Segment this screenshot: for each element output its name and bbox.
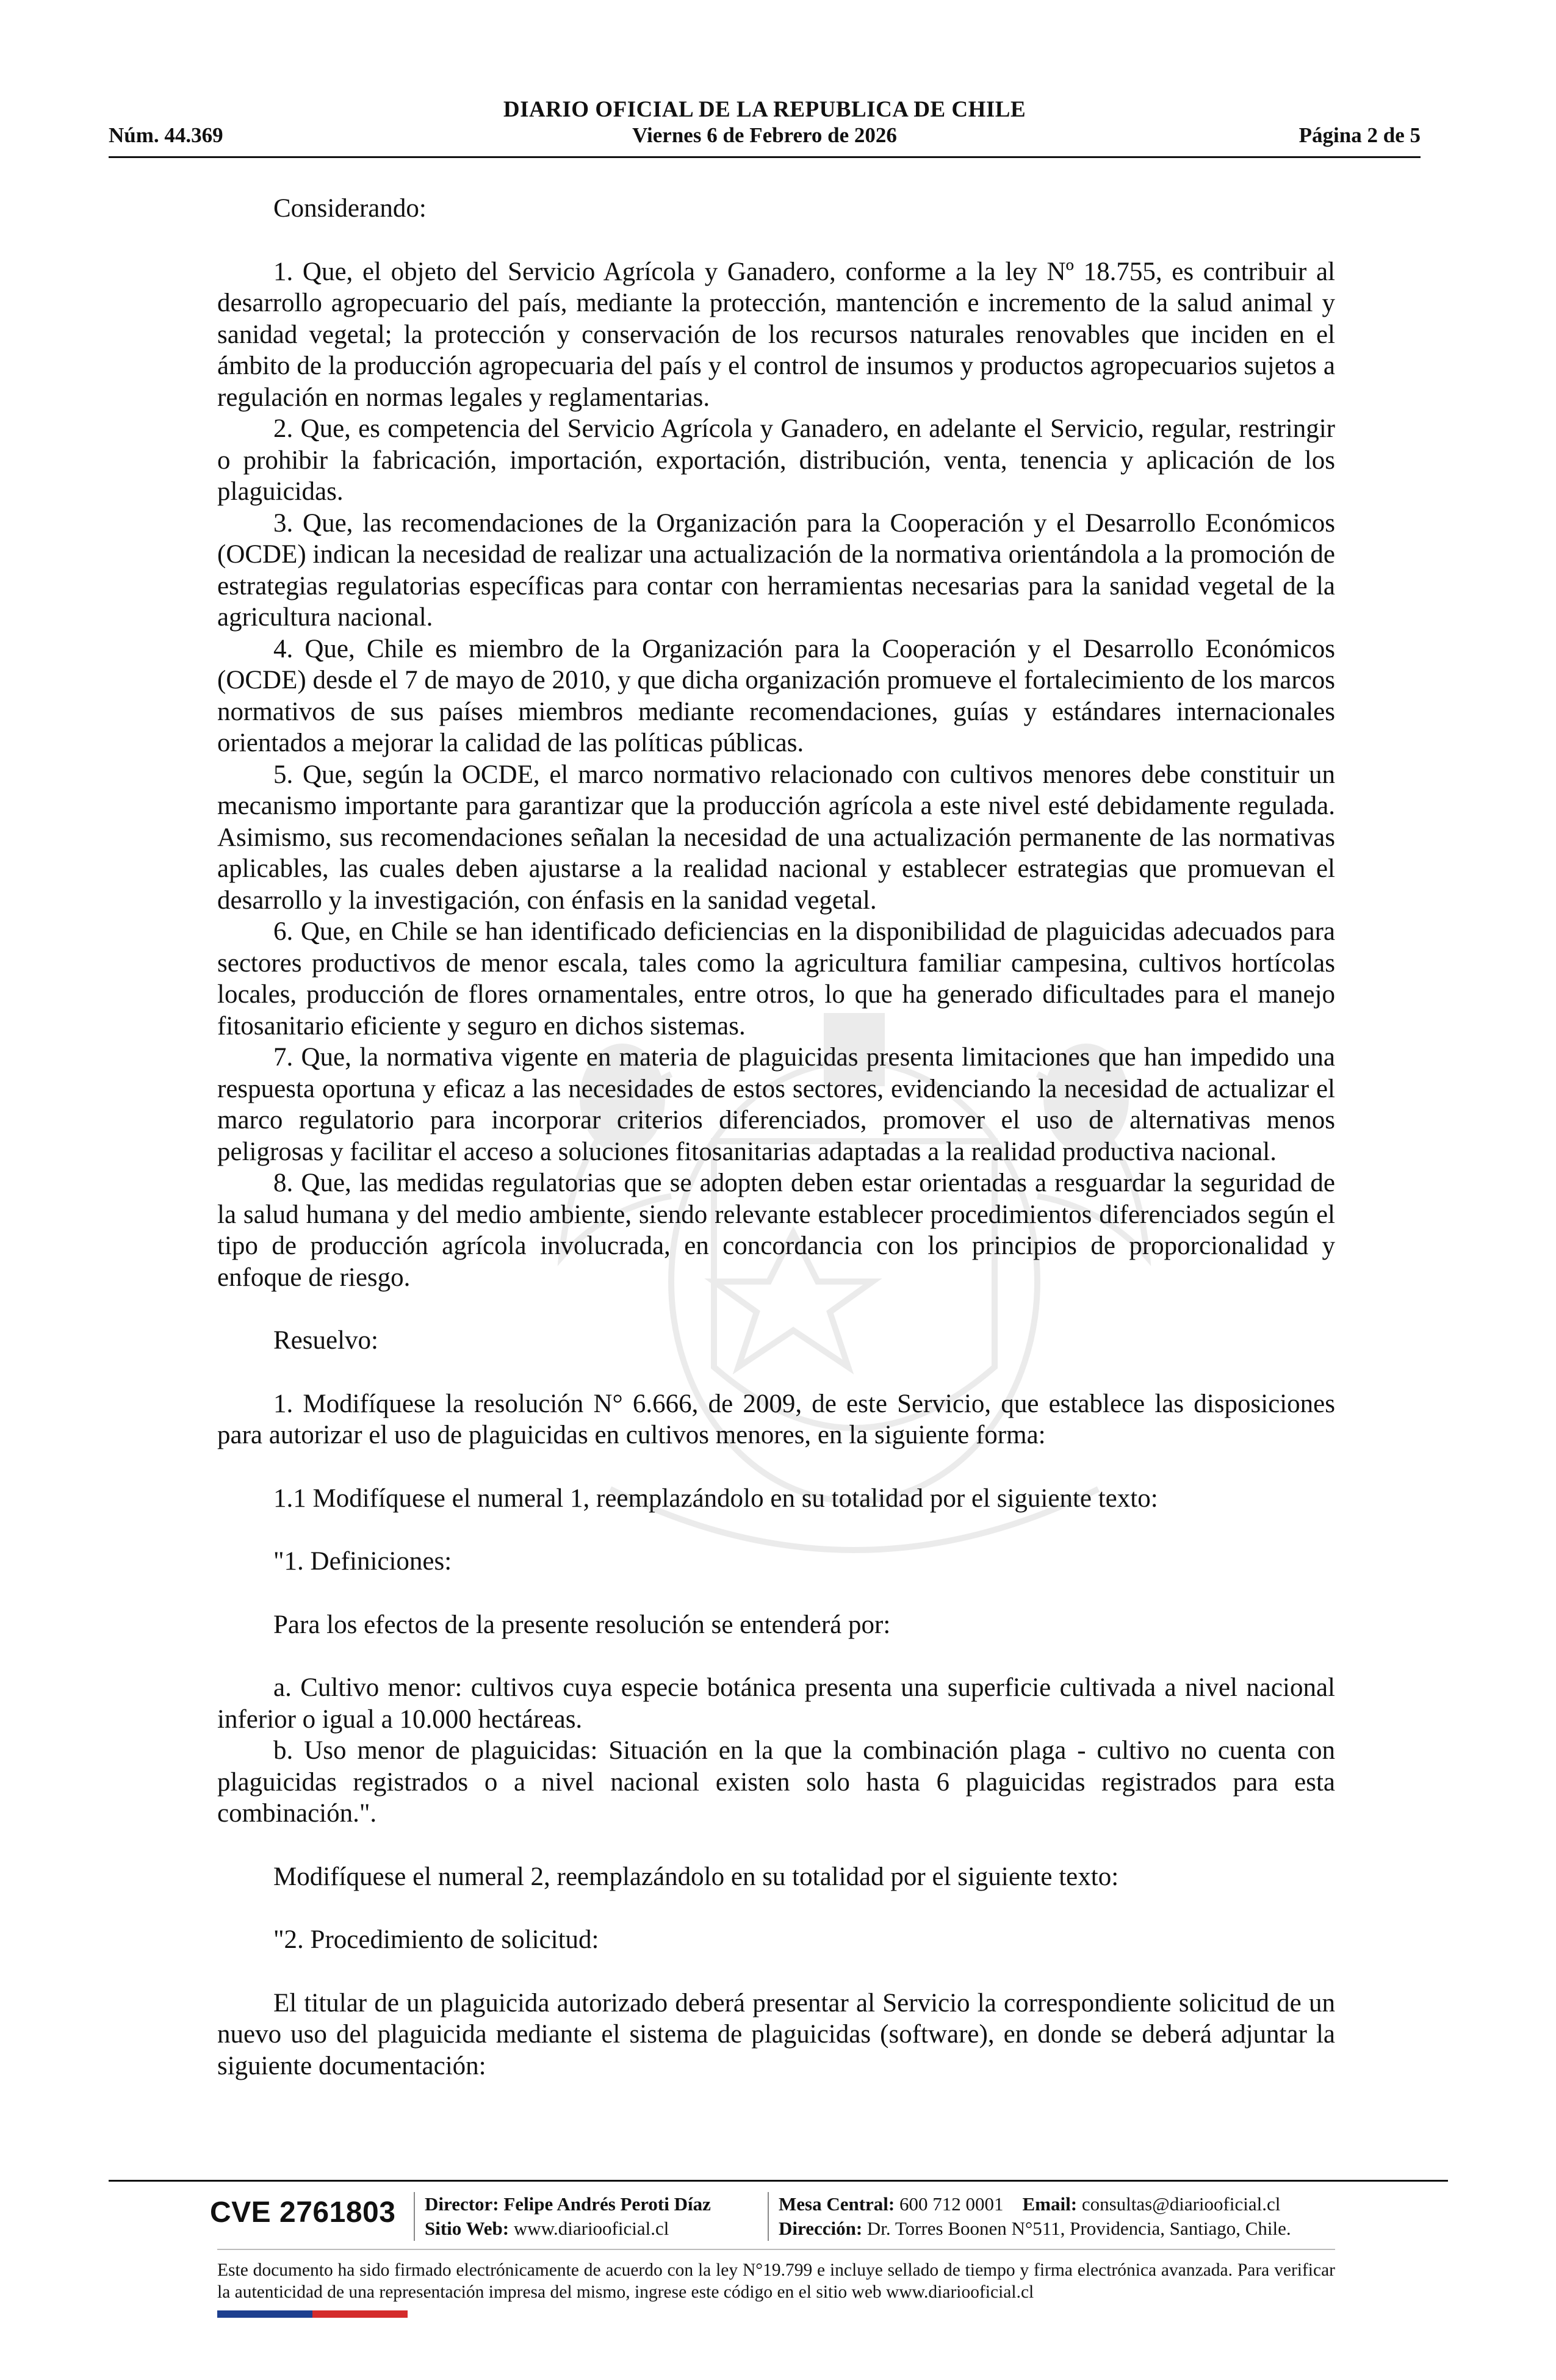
definitions-title: "1. Definiciones: (273, 1547, 452, 1576)
page-header (109, 96, 1421, 157)
issue-date: Viernes 6 de Febrero de 2026 (632, 123, 897, 147)
considerando-item-7: 7. Que, la normativa vigente en materia de plaguicidas presenta limitaciones que han impedido una respuesta oportuna y eficaz a las necesidades de estos sectores, evidenciando la necesidad de actualizar el marco regulatorio para incorporar criterios diferenciados, promover el uso de alternativas menos peligrosas y facilitar el acceso a soluciones fitosanitarias adaptadas a la realidad productiva nacional. (217, 1043, 1335, 1166)
director-label: Director: (425, 2193, 499, 2215)
newspaper-title: DIARIO OFICIAL DE LA REPUBLICA DE CHILE (503, 97, 1026, 122)
director-name: Felipe Andrés Peroti Díaz (503, 2193, 711, 2215)
page-number: Página 2 de 5 (1298, 123, 1421, 147)
definition-b: b. Uso menor de plaguicidas: Situación en la que la combinación plaga - cultivo no cuenta con plaguicidas registrados o a nivel nacional existen solo hasta 6 plaguicidas registrados para esta combinación.". (217, 1736, 1335, 1828)
definitions-intro: Para los efectos de la presente resolución se entenderá por: (273, 1610, 891, 1639)
document-body (217, 193, 1335, 2082)
footer-contact-block (779, 2192, 1291, 2241)
modify-numeral-2: Modifíquese el numeral 2, reemplazándolo en su totalidad por el siguiente texto: (273, 1862, 1119, 1891)
considerando-item-2: 2. Que, es competencia del Servicio Agrícola y Ganadero, en adelante el Servicio, regular, restringir o prohibir la fabricación, importación, exportación, distribución, venta, tenencia y aplicación de los plaguicidas. (217, 414, 1335, 506)
issue-number: Núm. 44.369 (109, 123, 223, 147)
footer-director-block (425, 2192, 711, 2241)
considerando-item-6: 6. Que, en Chile se han identificado deficiencias en la disponibilidad de plaguicidas adecuados para sectores productivos de menor escala, tales como la agricultura familiar campesina, cultivos hortícolas locales, producción de flores ornamentales, entre otros, lo que ha generado dificultades para el manejo fitosanitario eficiente y seguro en dichos sistemas. (217, 917, 1335, 1040)
mesa-phone: 600 712 0001 (899, 2193, 1004, 2215)
procedure-text: El titular de un plaguicida autorizado deberá presentar al Servicio la correspondiente solicitud de un nuevo uso del plaguicida mediante el sistema de plaguicidas (software), en donde se deberá adjuntar la siguiente documentación: (217, 1988, 1335, 2080)
considerando-item-8: 8. Que, las medidas regulatorias que se adopten deben estar orientadas a resguardar la seguridad de la salud humana y del medio ambiente, siendo relevante establecer procedimientos diferenciados según el tipo de producción agrícola involucrada, en concordancia con los principios de proporcionalidad y enfoque de riesgo. (217, 1169, 1335, 1292)
footer-separator (414, 2192, 415, 2241)
email-link[interactable]: consultas@diariooficial.cl (1081, 2193, 1281, 2215)
footer-divider (109, 2180, 1448, 2182)
resuelvo-item-1: 1. Modifíquese la resolución N° 6.666, de 2009, de este Servicio, que establece las disposiciones para autorizar el uso de plaguicidas en cultivos menores, en la siguiente forma: (217, 1389, 1335, 1449)
resuelvo-heading: Resuelvo: (273, 1326, 378, 1355)
header-divider (109, 156, 1421, 158)
considerando-item-5: 5. Que, según la OCDE, el marco normativo relacionado con cultivos menores debe constituir un mecanismo importante para garantizar que la producción agrícola a este nivel esté debidamente regulada. Asimismo, sus recomendaciones señalan la necesidad de una actualización permanente de las normativas aplicables, las cuales deben ajustarse a la realidad nacional y establecer estrategias que promuevan el desarrollo y la investigación, con énfasis en la sanidad vegetal. (217, 760, 1335, 915)
web-link[interactable]: www.diariooficial.cl (513, 2218, 669, 2239)
procedure-title: "2. Procedimiento de solicitud: (273, 1925, 599, 1954)
considerando-item-3: 3. Que, las recomendaciones de la Organización para la Cooperación y el Desarrollo Económicos (OCDE) indican la necesidad de realizar una actualización de la normativa orientándola a la promoción de estrategias regulatorias específicas para contar con herramientas necesarias para la sanidad vegetal de la agricultura nacional. (217, 508, 1335, 632)
definition-a: a. Cultivo menor: cultivos cuya especie botánica presenta una superficie cultivada a nivel nacional inferior o igual a 10.000 hectáreas. (217, 1673, 1335, 1734)
flag-bar-blue (217, 2310, 312, 2318)
email-label: Email: (1022, 2193, 1078, 2215)
resuelvo-item-1-1: 1.1 Modifíquese el numeral 1, reemplazándolo en su totalidad por el siguiente texto: (273, 1484, 1158, 1513)
footer-separator (768, 2192, 769, 2241)
web-label: Sitio Web: (425, 2218, 510, 2239)
mesa-label: Mesa Central: (779, 2193, 895, 2215)
legal-notice: Este documento ha sido firmado electrónicamente de acuerdo con la ley N°19.799 e incluye sellado de tiempo y firma electrónica avanzada. Para verificar la autenticidad de una representación impresa del mismo, ingrese este código en el sitio web www.diariooficial.cl (217, 2260, 1335, 2302)
header-info-row (109, 123, 1421, 151)
considerando-heading: Considerando: (273, 194, 427, 223)
considerando-item-4: 4. Que, Chile es miembro de la Organización para la Cooperación y el Desarrollo Económicos (OCDE) desde el 7 de mayo de 2010, y que dicha organización promueve el fortalecimiento de los marcos normativos de sus países miembros mediante recomendaciones, guías y estándares internacionales orientados a mejorar la calidad de las políticas públicas. (217, 634, 1335, 757)
cve-code: CVE 2761803 (210, 2196, 396, 2229)
considerando-item-1: 1. Que, el objeto del Servicio Agrícola y Ganadero, conforme a la ley Nº 18.755, es contribuir al desarrollo agropecuario del país, mediante la protección, mantención e incremento de la salud animal y sanidad vegetal; la protección y conservación de los recursos naturales renovables que inciden en el ámbito de la producción agropecuaria del país y el control de insumos y productos agropecuarios sujetos a regulación en normas legales y reglamentarias. (217, 257, 1335, 412)
footer-divider-secondary (217, 2249, 1335, 2250)
address-label: Dirección: (779, 2218, 863, 2239)
flag-bar-red (312, 2310, 408, 2318)
address-value: Dr. Torres Boonen N°511, Providencia, Santiago, Chile. (866, 2218, 1291, 2239)
